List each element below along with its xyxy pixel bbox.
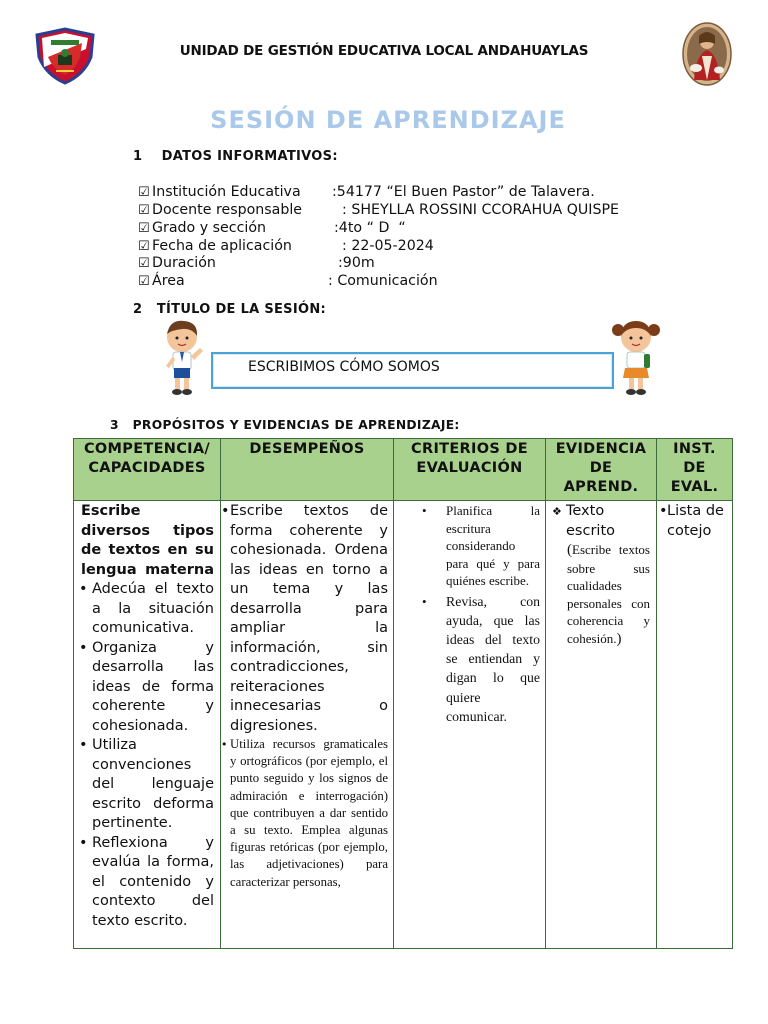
header-instrumento: INST. DE EVAL. bbox=[657, 439, 733, 501]
info-row-area bbox=[129, 257, 438, 289]
criterio-item: • Planifica la escritura considerando para qué y para quiénes escribe. bbox=[394, 502, 540, 590]
info-label: Fecha de aplicación bbox=[152, 238, 292, 254]
instrumento-item: • Lista de cotejo bbox=[659, 501, 729, 541]
info-row-grade bbox=[129, 204, 406, 236]
info-label: Institución Educativa bbox=[152, 184, 301, 200]
checkbox-checked-icon: ☑ bbox=[138, 185, 150, 200]
session-name: ESCRIBIMOS CÓMO SOMOS bbox=[248, 359, 440, 375]
header-competencia: COMPETENCIA/ CAPACIDADES bbox=[74, 439, 221, 501]
checkbox-checked-icon: ☑ bbox=[138, 256, 150, 271]
section2-heading bbox=[133, 302, 326, 317]
section2-title: TÍTULO DE LA SESIÓN: bbox=[156, 302, 327, 317]
section3-title: PROPÓSITOS Y EVIDENCIAS DE APRENDIZAJE: bbox=[132, 418, 460, 432]
checkbox-checked-icon: ☑ bbox=[138, 221, 150, 236]
capacidad-item: • Organiza y desarrolla las ideas de forma coherente y cohesionada. bbox=[81, 639, 214, 737]
cell-competencia bbox=[74, 501, 221, 949]
cell-criterios bbox=[394, 501, 546, 949]
table-header-row bbox=[74, 439, 733, 501]
header-desempenos: DESEMPEÑOS bbox=[221, 439, 394, 501]
cell-desempenos bbox=[221, 501, 394, 949]
desempeno-item: • Utiliza recursos gramaticales y ortográficos (por ejemplo, el punto seguido y los signos de admiración e interrogación) que contribuyen a dar sentido a su texto. Emplea algunas figuras retóricas (por ejemplo, las adjetivaciones) para caracterizar personas, bbox=[224, 736, 388, 891]
info-value: :54177 “El Buen Pastor” de Talavera. bbox=[332, 184, 595, 200]
info-value: : 22-05-2024 bbox=[342, 238, 434, 254]
shepherd-medallion bbox=[682, 22, 732, 86]
info-label: Área bbox=[152, 273, 185, 289]
session-title: SESIÓN DE APRENDIZAJE bbox=[210, 106, 566, 134]
section3-number: 3 bbox=[110, 418, 119, 432]
section1-heading bbox=[133, 149, 338, 164]
desempeno-item: • Escribe textos de forma coherente y cohesionada. Ordena las ideas en torno a un tema y las desarrolla para ampliar la información, sin contradicciones, reiteraciones innecesarias o digresiones. bbox=[224, 502, 388, 736]
info-value: : SHEYLLA ROSSINI CCORAHUA QUISPE bbox=[342, 202, 619, 218]
capacidad-item: • Reflexiona y evalúa la forma, el contenido y contexto del texto escrito. bbox=[81, 834, 214, 932]
criterio-item: • Revisa, con ayuda, que las ideas del texto se entiendan y digan lo que quiere comunicar. bbox=[394, 592, 540, 726]
girl-student-illustration bbox=[610, 318, 662, 400]
info-value: :90m bbox=[338, 255, 375, 271]
evidencia-detail: Escribe textos sobre sus cualidades personales con coherencia y cohesión. bbox=[567, 542, 650, 646]
section3-heading bbox=[110, 418, 460, 432]
table-row bbox=[74, 501, 733, 949]
checkbox-checked-icon: ☑ bbox=[138, 239, 150, 254]
info-row-teacher bbox=[129, 186, 619, 218]
info-label: Duración bbox=[152, 255, 216, 271]
info-row-institution bbox=[129, 168, 595, 200]
info-row-duration bbox=[129, 239, 375, 271]
capacidad-item: • Adecúa el texto a la situación comunicativa. bbox=[81, 580, 214, 639]
cell-evidencia bbox=[546, 501, 657, 949]
checkbox-checked-icon: ☑ bbox=[138, 203, 150, 218]
section1-number: 1 bbox=[133, 149, 143, 164]
info-value: : Comunicación bbox=[328, 273, 438, 289]
session-title-box bbox=[211, 352, 614, 389]
header-title: UNIDAD DE GESTIÓN EDUCATIVA LOCAL ANDAHUAYLAS bbox=[179, 43, 589, 59]
learning-purposes-table bbox=[73, 438, 733, 949]
section2-number: 2 bbox=[133, 302, 143, 317]
cell-instrumento bbox=[657, 501, 733, 949]
checkbox-checked-icon: ☑ bbox=[138, 274, 150, 289]
evidencia-detail-wrapper: (Escribe textos sobre sus cualidades personales con coherencia y cohesión.) bbox=[567, 542, 650, 647]
evidencia-main: ❖ Texto escrito bbox=[552, 501, 650, 541]
info-row-date bbox=[129, 222, 434, 254]
info-label: Docente responsable bbox=[152, 202, 303, 218]
capacidad-item: • Utiliza convenciones del lenguaje escrito deforma pertinente. bbox=[81, 736, 214, 834]
header-criterios: CRITERIOS DE EVALUACIÓN bbox=[394, 439, 546, 501]
info-label: Grado y sección bbox=[152, 220, 266, 236]
info-value: :4to “ D “ bbox=[334, 220, 406, 236]
header-evidencia: EVIDENCIA DE APREND. bbox=[546, 439, 657, 501]
competencia-title: Escribe diversos tipos de textos en su lengua materna bbox=[81, 503, 214, 578]
boy-student-illustration bbox=[160, 318, 208, 400]
section1-title: DATOS INFORMATIVOS: bbox=[161, 149, 338, 164]
